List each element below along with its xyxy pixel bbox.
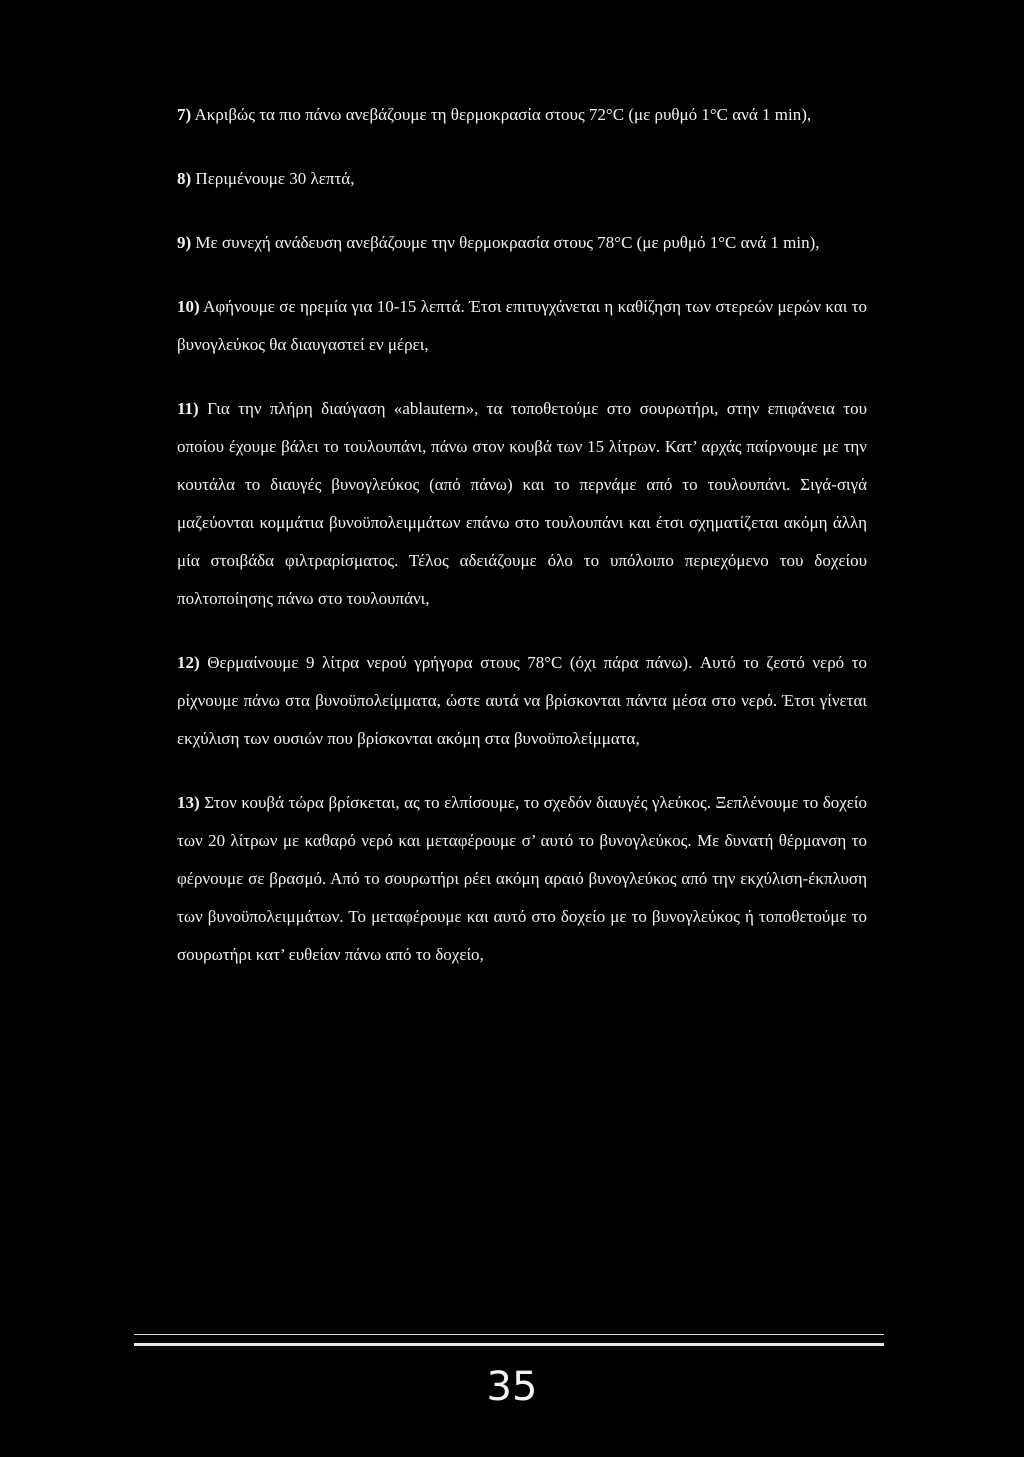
- step-number: 10): [177, 297, 200, 316]
- step-text: Με συνεχή ανάδευση ανεβάζουμε την θερμοκρασία στους 78°C (με ρυθμό 1°C ανά 1 min),: [195, 233, 820, 252]
- step-text: Ακριβώς τα πιο πάνω ανεβάζουμε τη θερμοκρασία στους 72°C (με ρυθμό 1°C ανά 1 min),: [194, 105, 812, 124]
- step-text: Για την πλήρη διαύγαση «ablautern», τα τοποθετούμε στο σουρωτήρι, στην επιφάνεια του οποίου έχουμε βάλει το τουλουπάνι, πάνω στον κουβά των 15 λίτρων. Κατ’ αρχάς παίρνουμε με την κουτάλα το διαυγές βυνογλεύκος (από πάνω) και το περνάμε από το τουλουπάνι. Σιγά-σιγά μαζεύονται κομμάτια βυνοϋπολειμμάτων επάνω στο τουλουπάνι και έτσι σχηματίζεται ακόμη άλλη μία στοιβάδα φιλτραρίσματος. Τέλος αδειάζουμε όλο το υπόλοιπο περιεχόμενο του δοχείου πολτοποίησης πάνω στο τουλουπάνι,: [177, 399, 868, 608]
- paragraph-step-12: [177, 644, 867, 758]
- footer-divider-thin: [134, 1334, 884, 1335]
- step-text: Περιμένουμε 30 λεπτά,: [195, 169, 355, 188]
- step-text: Αφήνουμε σε ηρεμία για 10-15 λεπτά. Έτσι επιτυγχάνεται η καθίζηση των στερεών μερών και το βυνογλεύκος θα διαυγαστεί εν μέρει,: [177, 297, 868, 354]
- page-number: 35: [486, 1364, 538, 1410]
- paragraph-step-13: [177, 784, 867, 974]
- paragraph-step-11: [177, 390, 867, 618]
- paragraph-step-10: [177, 288, 867, 364]
- step-number: 8): [177, 169, 192, 188]
- step-number: 11): [177, 399, 199, 418]
- step-text: Στον κουβά τώρα βρίσκεται, ας το ελπίσουμε, το σχεδόν διαυγές γλεύκος. Ξεπλένουμε το δοχείο των 20 λίτρων με καθαρό νερό και μεταφέρουμε σ’ αυτό το βυνογλεύκος. Με δυνατή θέρμανση το φέρνουμε σε βρασμό. Από το σουρωτήρι ρέει ακόμη αραιό βυνογλεύκος από την εκχύλιση-έκπλυση των βυνοϋπολειμμάτων. Το μεταφέρουμε και αυτό στο δοχείο με το βυνογλεύκος ή τοποθετούμε το σουρωτήρι κατ’ ευθείαν πάνω από το δοχείο,: [177, 793, 868, 964]
- footer-divider-thick: [134, 1343, 884, 1346]
- paragraph-step-7: [177, 96, 867, 134]
- paragraph-step-8: [177, 160, 867, 198]
- step-number: 9): [177, 233, 192, 252]
- step-number: 7): [177, 105, 192, 124]
- paragraph-step-9: [177, 224, 867, 262]
- step-number: 12): [177, 653, 200, 672]
- step-number: 13): [177, 793, 200, 812]
- page-body: [177, 96, 867, 1000]
- step-text: Θερμαίνουμε 9 λίτρα νερού γρήγορα στους 78°C (όχι πάρα πάνω). Αυτό το ζεστό νερό το ρίχνουμε πάνω στα βυνοϋπολείμματα, ώστε αυτά να βρίσκονται πάντα μέσα στο νερό. Έτσι γίνεται εκχύλιση των ουσιών που βρίσκονται ακόμη στα βυνοϋπολείμματα,: [177, 653, 868, 748]
